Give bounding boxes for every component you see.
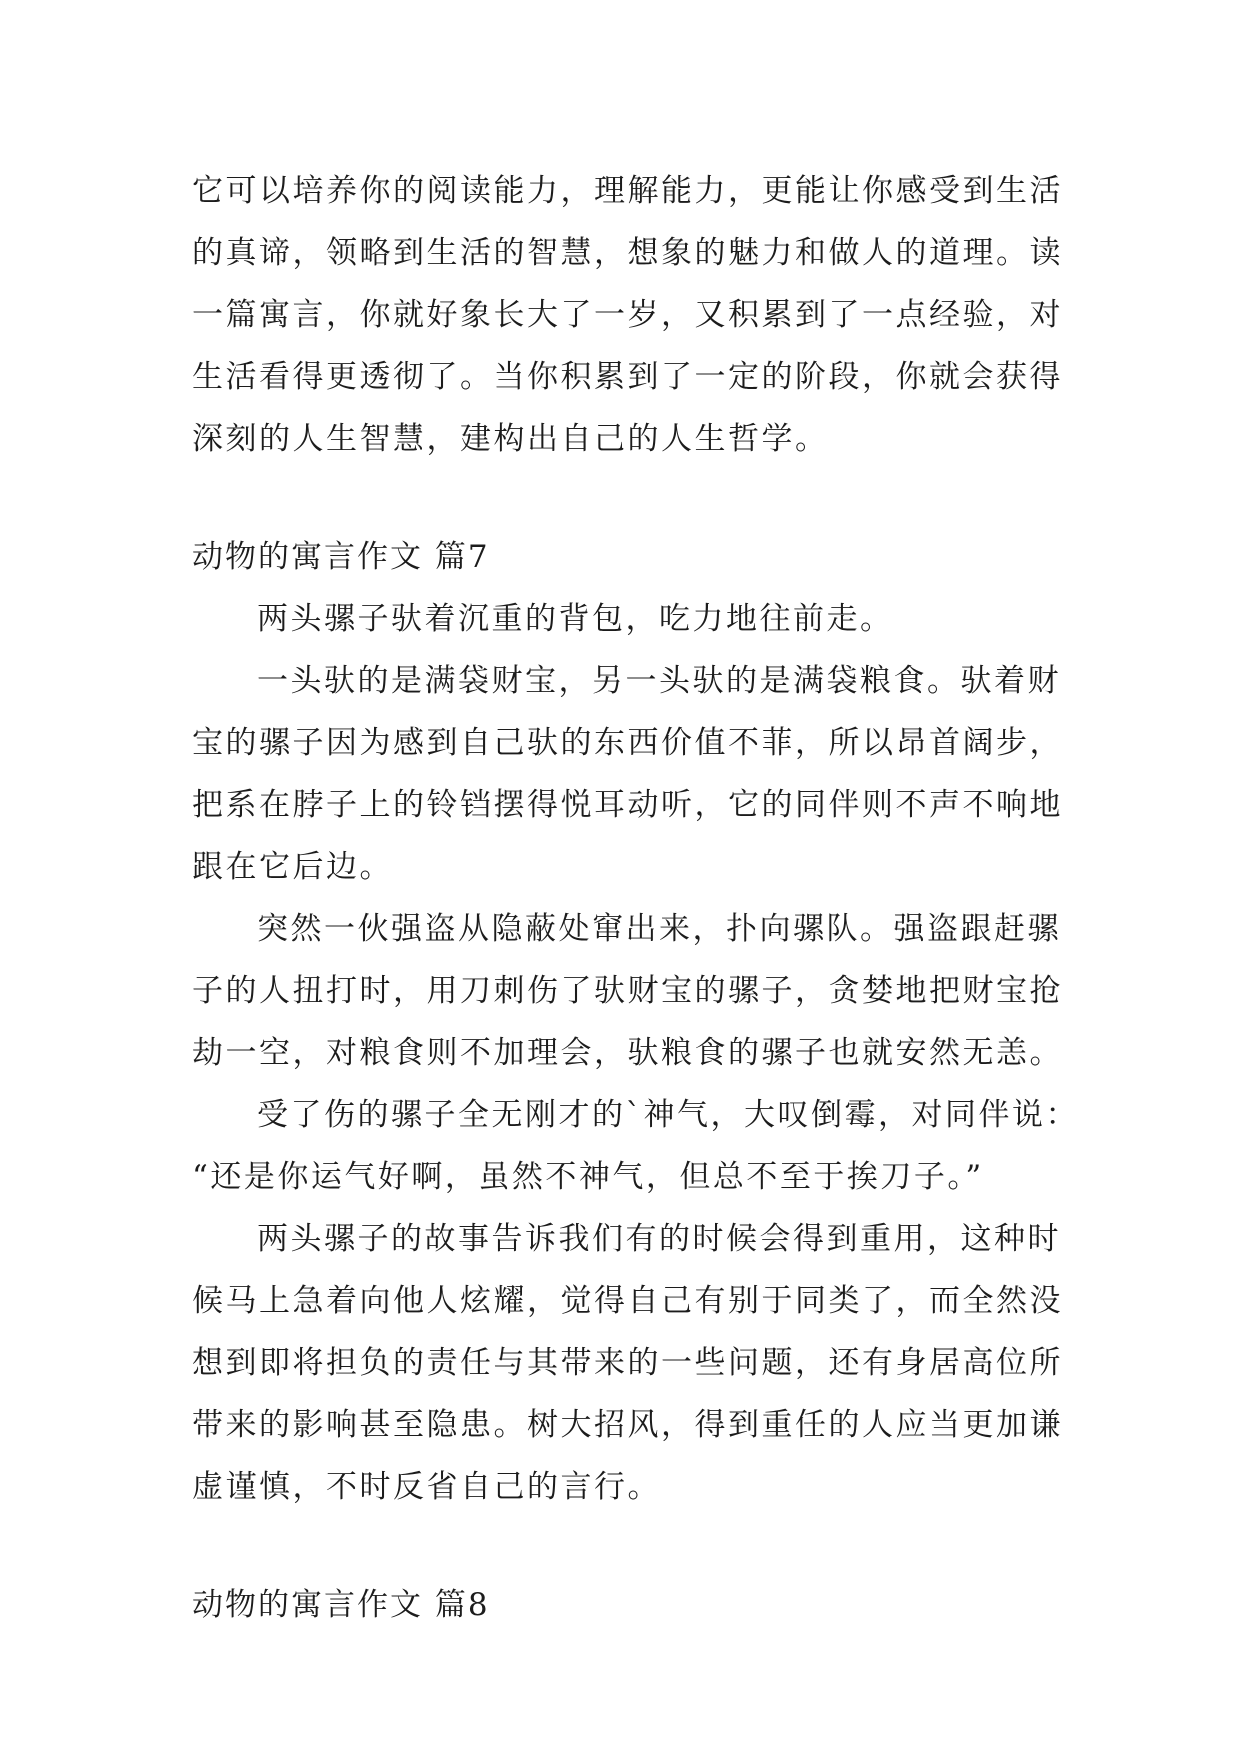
text-line: 深刻的人生智慧，建构出自己的人生哲学。	[192, 421, 829, 457]
section-spacer	[192, 470, 1092, 526]
text-line: 带来的影响甚至隐患。树大招风，得到重任的人应当更加谦	[192, 1407, 1063, 1443]
text-line: 子的人扭打时，用刀刺伤了驮财宝的骡子，贪婪地把财宝抢	[192, 973, 1063, 1009]
text-line: 生活看得更透彻了。当你积累到了一定的阶段，你就会获得	[192, 359, 1063, 395]
paragraph-5	[192, 1208, 1092, 1518]
text-line: 宝的骡子因为感到自己驮的东西价值不菲，所以昂首阔步，	[192, 725, 1063, 761]
text-line: 虚谨慎，不时反省自己的言行。	[192, 1469, 661, 1505]
text-line: 一篇寓言，你就好象长大了一岁，又积累到了一点经验，对	[192, 297, 1063, 333]
text-line: 突然一伙强盗从隐蔽处窜出来，扑向骡队。强盗跟赶骡	[257, 911, 1061, 947]
text-line: 它可以培养你的阅读能力，理解能力，更能让你感受到生活	[192, 173, 1063, 209]
text-line: 的真谛，领略到生活的智慧，想象的魅力和做人的道理。读	[192, 235, 1063, 271]
intro-paragraph	[192, 160, 1092, 470]
text-line: 想到即将担负的责任与其带来的一些问题，还有身居高位所	[192, 1345, 1063, 1381]
text-line: 两头骡子驮着沉重的背包，吃力地往前走。	[257, 601, 894, 637]
text-line: 一头驮的是满袋财宝，另一头驮的是满袋粮食。驮着财	[257, 663, 1061, 699]
section-spacer	[192, 1518, 1092, 1574]
section-heading-8: 动物的寓言作文 篇8	[192, 1587, 490, 1623]
paragraph-2	[192, 650, 1092, 898]
text-line: 跟在它后边。	[192, 849, 393, 885]
text-line: 受了伤的骡子全无刚才的`神气，大叹倒霉，对同伴说：	[257, 1097, 1079, 1133]
text-line: 两头骡子的故事告诉我们有的时候会得到重用，这种时	[257, 1221, 1061, 1257]
text-line: 劫一空，对粮食则不加理会，驮粮食的骡子也就安然无恙。	[192, 1035, 1063, 1071]
text-line: 把系在脖子上的铃铛摆得悦耳动听，它的同伴则不声不响地	[192, 787, 1063, 823]
paragraph-3	[192, 898, 1092, 1084]
section-heading-7: 动物的寓言作文 篇7	[192, 539, 490, 575]
paragraph-1	[192, 588, 1092, 650]
text-line: “还是你运气好啊，虽然不神气，但总不至于挨刀子。”	[192, 1159, 984, 1195]
text-line: 候马上急着向他人炫耀，觉得自己有别于同类了，而全然没	[192, 1283, 1063, 1319]
paragraph-4	[192, 1084, 1092, 1208]
document-body	[192, 160, 1092, 1636]
